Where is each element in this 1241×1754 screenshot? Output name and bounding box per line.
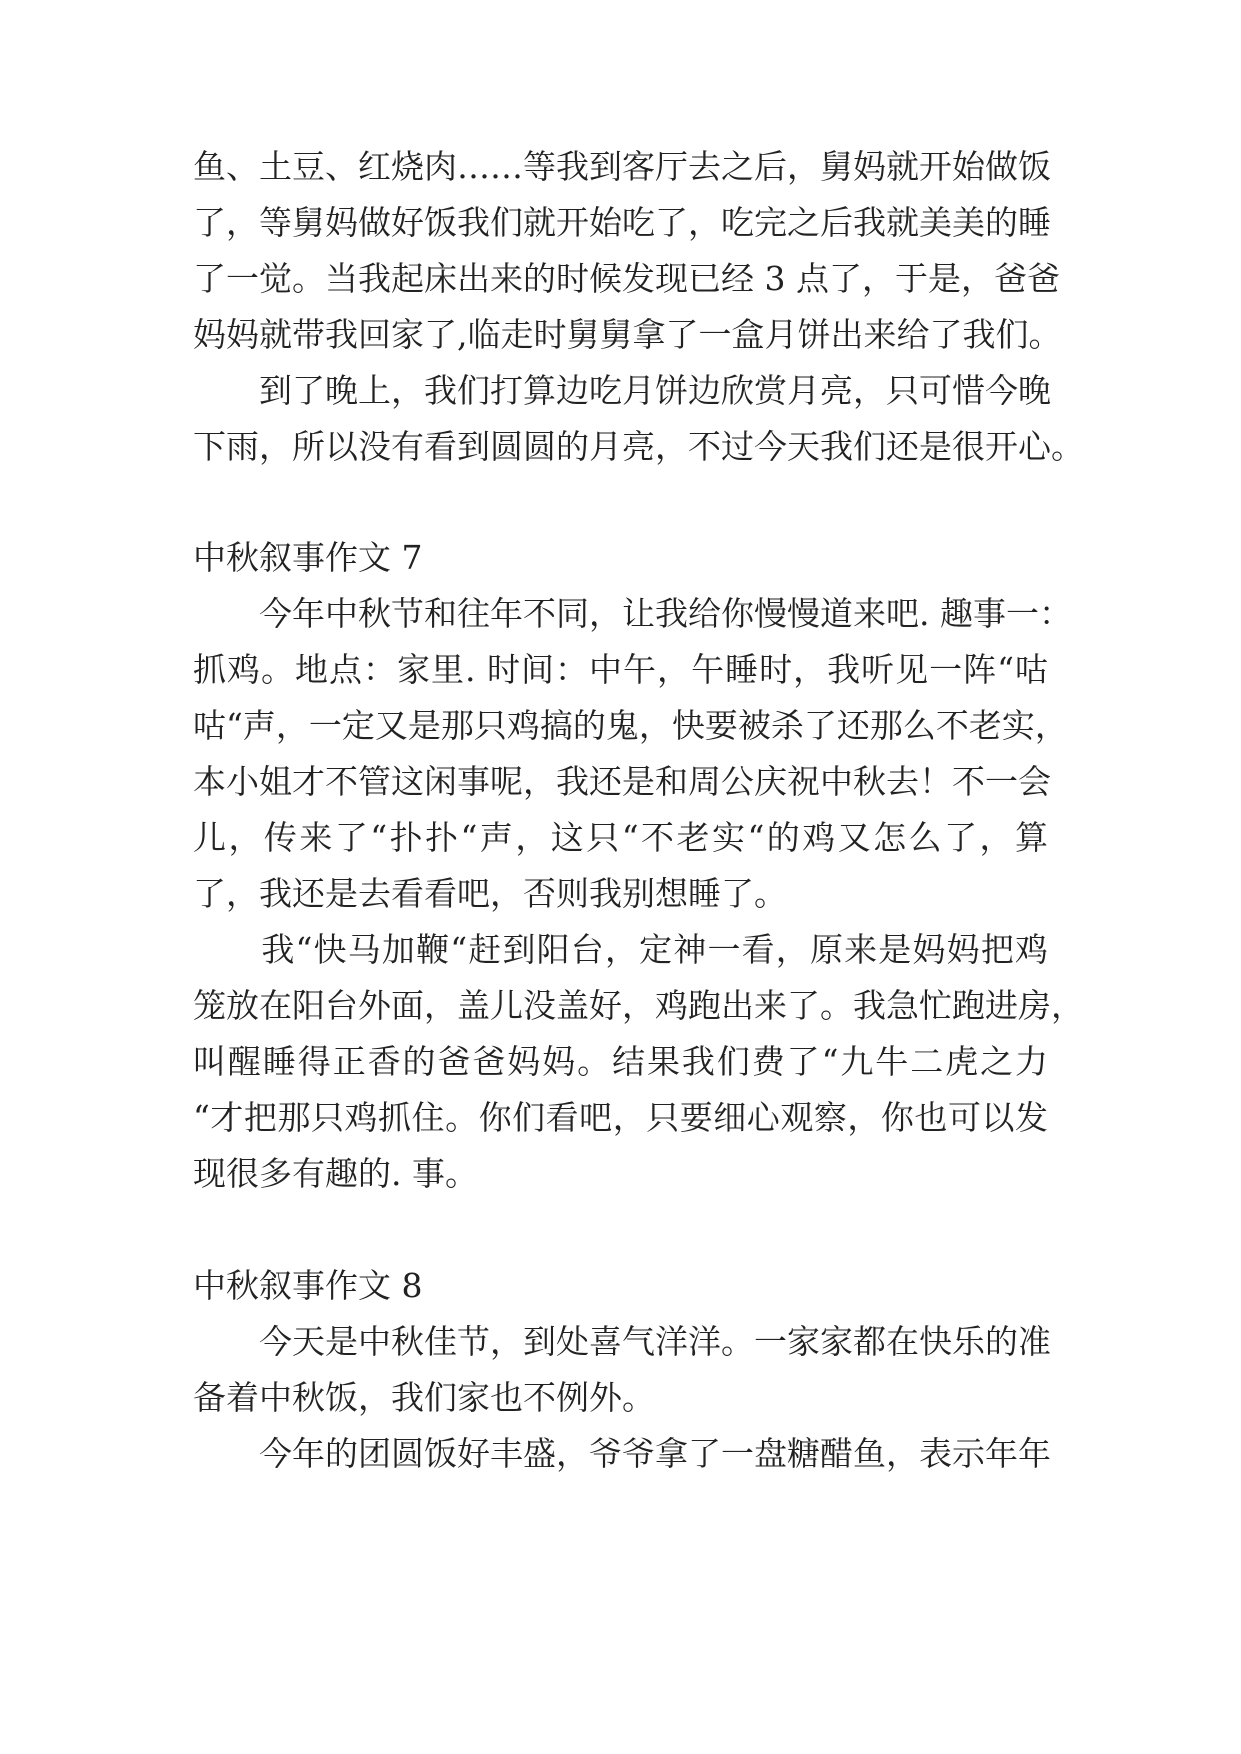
paragraph-line: 现很多有趣的. 事。 <box>193 1154 478 1193</box>
paragraph-line: 备着中秋饭，我们家也不例外。 <box>193 1378 655 1417</box>
paragraph-line: 今天是中秋佳节，到处喜气洋洋。一家家都在快乐的准 <box>193 1322 1051 1361</box>
paragraph-line: 今年的团圆饭好丰盛，爷爷拿了一盘糖醋鱼，表示年年 <box>193 1434 1051 1473</box>
paragraph-line: 鱼、土豆、红烧肉……等我到客厅去之后，舅妈就开始做饭 <box>193 147 1051 186</box>
section-heading: 中秋叙事作文 8 <box>193 1266 423 1305</box>
paragraph-line: 妈妈就带我回家了,临走时舅舅拿了一盒月饼出来给了我们。 <box>193 315 1062 354</box>
paragraph-line: 儿，传来了“扑扑“声，这只“不老实“的鸡又怎么了，算 <box>193 818 1048 857</box>
section-heading: 中秋叙事作文 7 <box>193 538 423 577</box>
paragraph-line: 笼放在阳台外面，盖儿没盖好，鸡跑出来了。我急忙跑进房， <box>193 986 1084 1025</box>
paragraph-line: 叫醒睡得正香的爸爸妈妈。结果我们费了“九牛二虎之力 <box>193 1042 1048 1081</box>
paragraph-line: 了，等舅妈做好饭我们就开始吃了，吃完之后我就美美的睡 <box>193 203 1051 242</box>
paragraph-line: 了，我还是去看看吧，否则我别想睡了。 <box>193 874 787 913</box>
paragraph-line: 咕“声，一定又是那只鸡搞的鬼，快要被杀了还那么不老实， <box>193 706 1068 745</box>
paragraph-line: 下雨，所以没有看到圆圆的月亮，不过今天我们还是很开心。 <box>193 427 1084 466</box>
paragraph-line: 今年中秋节和往年不同，让我给你慢慢道来吧. 趣事一： <box>193 594 1072 633</box>
paragraph-line: “才把那只鸡抓住。你们看吧，只要细心观察，你也可以发 <box>193 1098 1048 1137</box>
paragraph-line: 了一觉。当我起床出来的时候发现已经 3 点了，于是，爸爸 <box>193 259 1060 298</box>
paragraph-line: 到了晚上，我们打算边吃月饼边欣赏月亮，只可惜今晚 <box>193 371 1051 410</box>
paragraph-line: 我“快马加鞭“赶到阳台，定神一看，原来是妈妈把鸡 <box>193 930 1048 969</box>
paragraph-line: 本小姐才不管这闲事呢，我还是和周公庆祝中秋去！不一会 <box>193 762 1051 801</box>
paragraph-line: 抓鸡。地点：家里. 时间：中午，午睡时，我听见一阵“咕 <box>193 650 1048 689</box>
